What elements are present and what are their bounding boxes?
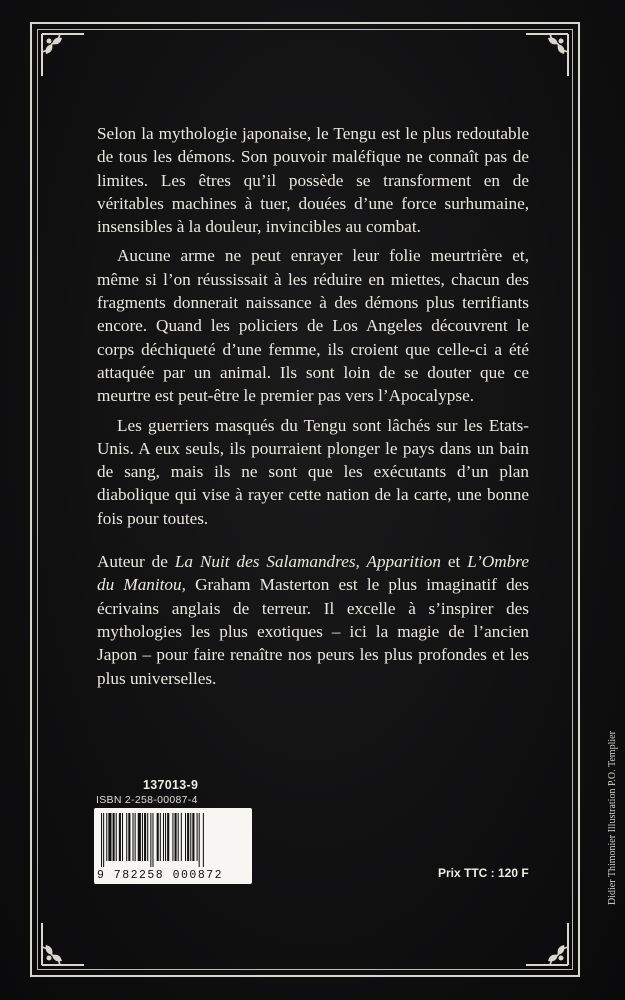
barcode	[94, 808, 252, 884]
corner-ornament-icon	[524, 32, 570, 78]
illustration-credit: Didier Thimonier Illustration P.O. Templier	[607, 731, 618, 905]
blurb-paragraph-1: Selon la mythologie japonaise, le Tengu est le plus redoutable de tous les démons. Son pouvoir maléfique ne connaît pas de limites. Les êtres qu’il possède se transforment en de véritables machines à tuer, douées d’une force surhumaine, insensibles à la douleur, invincibles au combat.	[97, 124, 529, 237]
blurb-paragraph-3: Les guerriers masqués du Tengu sont lâchés sur les Etats-Unis. A eux seuls, ils pourraient plonger le pays dans un bain de sang, mais ils ne sont que les exécutants d’un plan diabolique qui vise à rayer cette nation de la carte, une bonne fois pour toutes.	[97, 415, 529, 528]
blurb-text	[97, 122, 529, 690]
author-bio-paragraph	[97, 550, 529, 690]
corner-ornament-icon	[524, 921, 570, 967]
book-title-2: L’Ombre du Manitou,	[97, 552, 529, 595]
catalog-number: 137013-9	[143, 778, 199, 792]
author-bio-rest: Graham Masterton est le plus imaginatif des écrivains anglais de terreur. Il excelle à s’inspirer des mythologies les plus exotiques – ici la magie de l’ancien Japon – pour faire renaître nos peurs les plus profondes et les plus universelles.	[97, 575, 529, 688]
blurb-paragraph-2: Aucune arme ne peut enrayer leur folie meurtrière et, même si l’on réussissait à les réduire en miettes, chacun des fragments donnerait naissance à des démons plus terrifiants encore. Quand les policiers de Los Angeles découvrent le corps déchiqueté d’une femme, ils croient que celle-ci a été attaquée par un animal. Ils sont loin de se douter que ce meurtre est peut-être le premier pas vers l’Apocalypse.	[97, 246, 529, 406]
corner-ornament-icon	[40, 921, 86, 967]
book-title-1: La Nuit des Salamandres, Apparition	[174, 552, 441, 572]
author-bio-prefix: Auteur de	[97, 552, 175, 572]
corner-ornament-icon	[40, 32, 86, 78]
isbn-number: ISBN 2-258-00087-4	[96, 794, 198, 806]
barcode-digits: 9 782258 000872	[97, 869, 224, 882]
author-bio-joiner: et	[440, 552, 468, 572]
price-label: Prix TTC : 120 F	[438, 866, 529, 880]
barcode-bars-icon	[101, 813, 245, 867]
